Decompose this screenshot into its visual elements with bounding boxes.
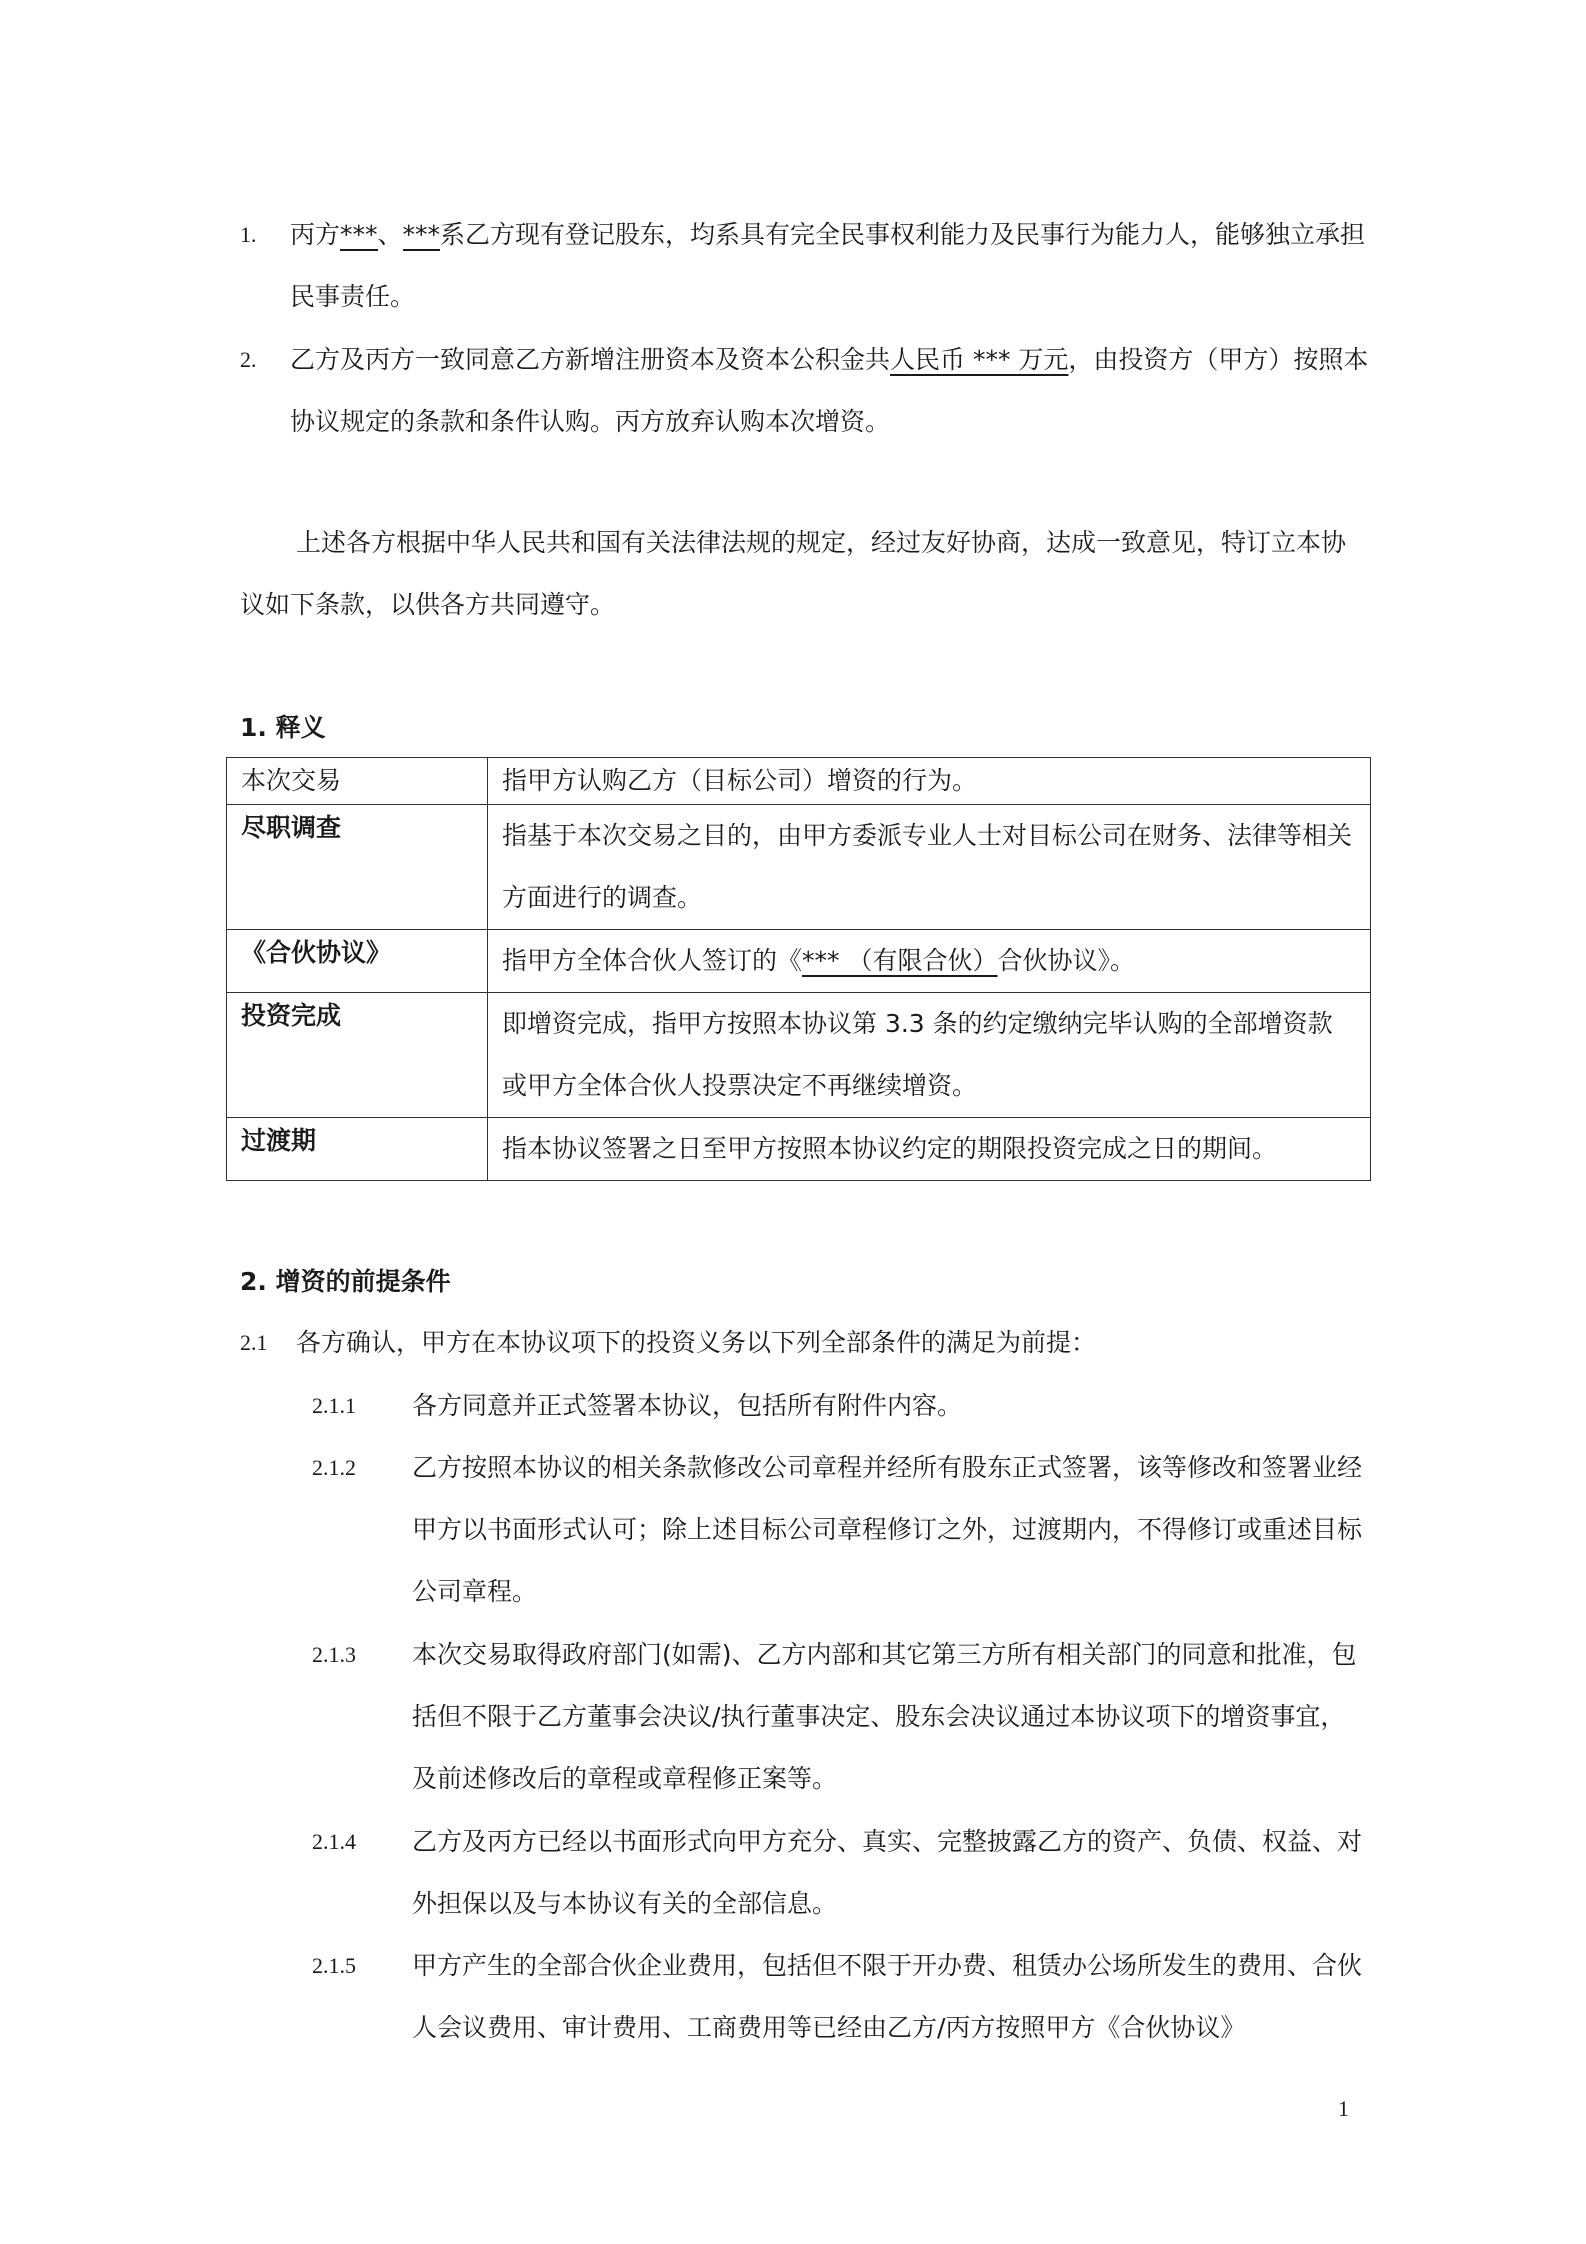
blank-field: *** bbox=[402, 220, 441, 249]
subitem-text: 各方同意并正式签署本协议，包括所有附件内容。 bbox=[412, 1391, 963, 1420]
table-row bbox=[227, 993, 1371, 1118]
subitem-number: 2.1.3 bbox=[312, 1642, 356, 1667]
definition-term: 《合伙协议》 bbox=[227, 930, 488, 993]
definition-desc: 指甲方认购乙方（目标公司）增资的行为。 bbox=[488, 758, 1371, 805]
definition-term: 投资完成 bbox=[227, 993, 488, 1118]
subitem-text: 本次交易取得政府部门(如需)、乙方内部和其它第三方所有相关部门的同意和批准，包括但不限于乙方董事会决议/执行董事决定、股东会决议通过本协议项下的增资事宜，及前述修改后的章程或章程修正案等。 bbox=[412, 1640, 1357, 1793]
subitem-number: 2.1.1 bbox=[312, 1393, 356, 1418]
clause-text: 各方确认，甲方在本协议项下的投资义务以下列全部条件的满足为前提： bbox=[296, 1328, 1097, 1357]
subitem-text: 乙方按照本协议的相关条款修改公司章程并经所有股东正式签署，该等修改和签署业经甲方以书面形式认可；除上述目标公司章程修订之外，过渡期内，不得修订或重述目标公司章程。 bbox=[412, 1453, 1363, 1606]
preamble-paragraph: 上述各方根据中华人民共和国有关法律法规的规定，经过友好协商，达成一致意见，特订立本协议如下条款，以供各方共同遵守。 bbox=[240, 528, 1347, 619]
subitem-number: 2.1.5 bbox=[312, 1953, 356, 1978]
subitem-2-1-5 bbox=[312, 1935, 1370, 2059]
intro-item-number: 1. bbox=[240, 222, 257, 247]
definition-desc: 即增资完成，指甲方按照本协议第 3.3 条的约定缴纳完毕认购的全部增资款或甲方全体合伙人投票决定不再继续增资。 bbox=[488, 993, 1371, 1118]
subitem-number: 2.1.4 bbox=[312, 1829, 356, 1854]
definition-desc: 指基于本次交易之目的，由甲方委派专业人士对目标公司在财务、法律等相关方面进行的调查。 bbox=[488, 805, 1371, 930]
subitem-number: 2.1.2 bbox=[312, 1455, 356, 1480]
intro-item-number: 2. bbox=[240, 347, 257, 372]
subitem-2-1-4 bbox=[312, 1811, 1370, 1935]
section-2-heading: 2. 增资的前提条件 bbox=[240, 1267, 451, 1296]
definition-term: 尽职调查 bbox=[227, 805, 488, 930]
blank-field: *** bbox=[340, 220, 378, 249]
subitem-text: 甲方产生的全部合伙企业费用，包括但不限于开办费、租赁办公场所发生的费用、合伙人会议费用、审计费用、工商费用等已经由乙方/丙方按照甲方《合伙协议》 bbox=[412, 1951, 1363, 2042]
subitem-2-1-2 bbox=[312, 1437, 1370, 1623]
definition-desc: 指甲方全体合伙人签订的《*** （有限合伙）合伙协议》。 bbox=[488, 930, 1371, 993]
table-row bbox=[227, 1118, 1371, 1181]
intro-item-text: 乙方及丙方一致同意乙方新增注册资本及资本公积金共人民币 *** 万元，由投资方（甲方）按照本协议规定的条款和条件认购。丙方放弃认购本次增资。 bbox=[290, 345, 1369, 436]
subitem-2-1-1 bbox=[312, 1375, 1370, 1437]
amount-field: 人民币 *** 万元 bbox=[890, 345, 1069, 374]
subitem-2-1-3 bbox=[312, 1624, 1370, 1810]
clause-2-1 bbox=[240, 1312, 1370, 1374]
subitem-text: 乙方及丙方已经以书面形式向甲方充分、真实、完整披露乙方的资产、负债、权益、对外担保以及与本协议有关的全部信息。 bbox=[412, 1827, 1363, 1918]
table-row bbox=[227, 758, 1371, 805]
definitions-table bbox=[226, 757, 1371, 1181]
definition-desc: 指本协议签署之日至甲方按照本协议约定的期限投资完成之日的期间。 bbox=[488, 1118, 1371, 1181]
definition-term: 过渡期 bbox=[227, 1118, 488, 1181]
section-1-heading: 1. 释义 bbox=[240, 713, 326, 742]
table-row bbox=[227, 930, 1371, 993]
clause-number: 2.1 bbox=[240, 1330, 268, 1355]
table-row bbox=[227, 805, 1371, 930]
definition-term: 本次交易 bbox=[227, 758, 488, 805]
intro-item-1 bbox=[240, 204, 1370, 328]
blank-field: *** （有限合伙） bbox=[802, 946, 998, 975]
page-number: 1 bbox=[1338, 2096, 1349, 2121]
intro-item-text: 丙方***、***系乙方现有登记股东，均系具有完全民事权利能力及民事行为能力人，能够独立承担民事责任。 bbox=[290, 220, 1366, 311]
intro-item-2 bbox=[240, 329, 1370, 453]
